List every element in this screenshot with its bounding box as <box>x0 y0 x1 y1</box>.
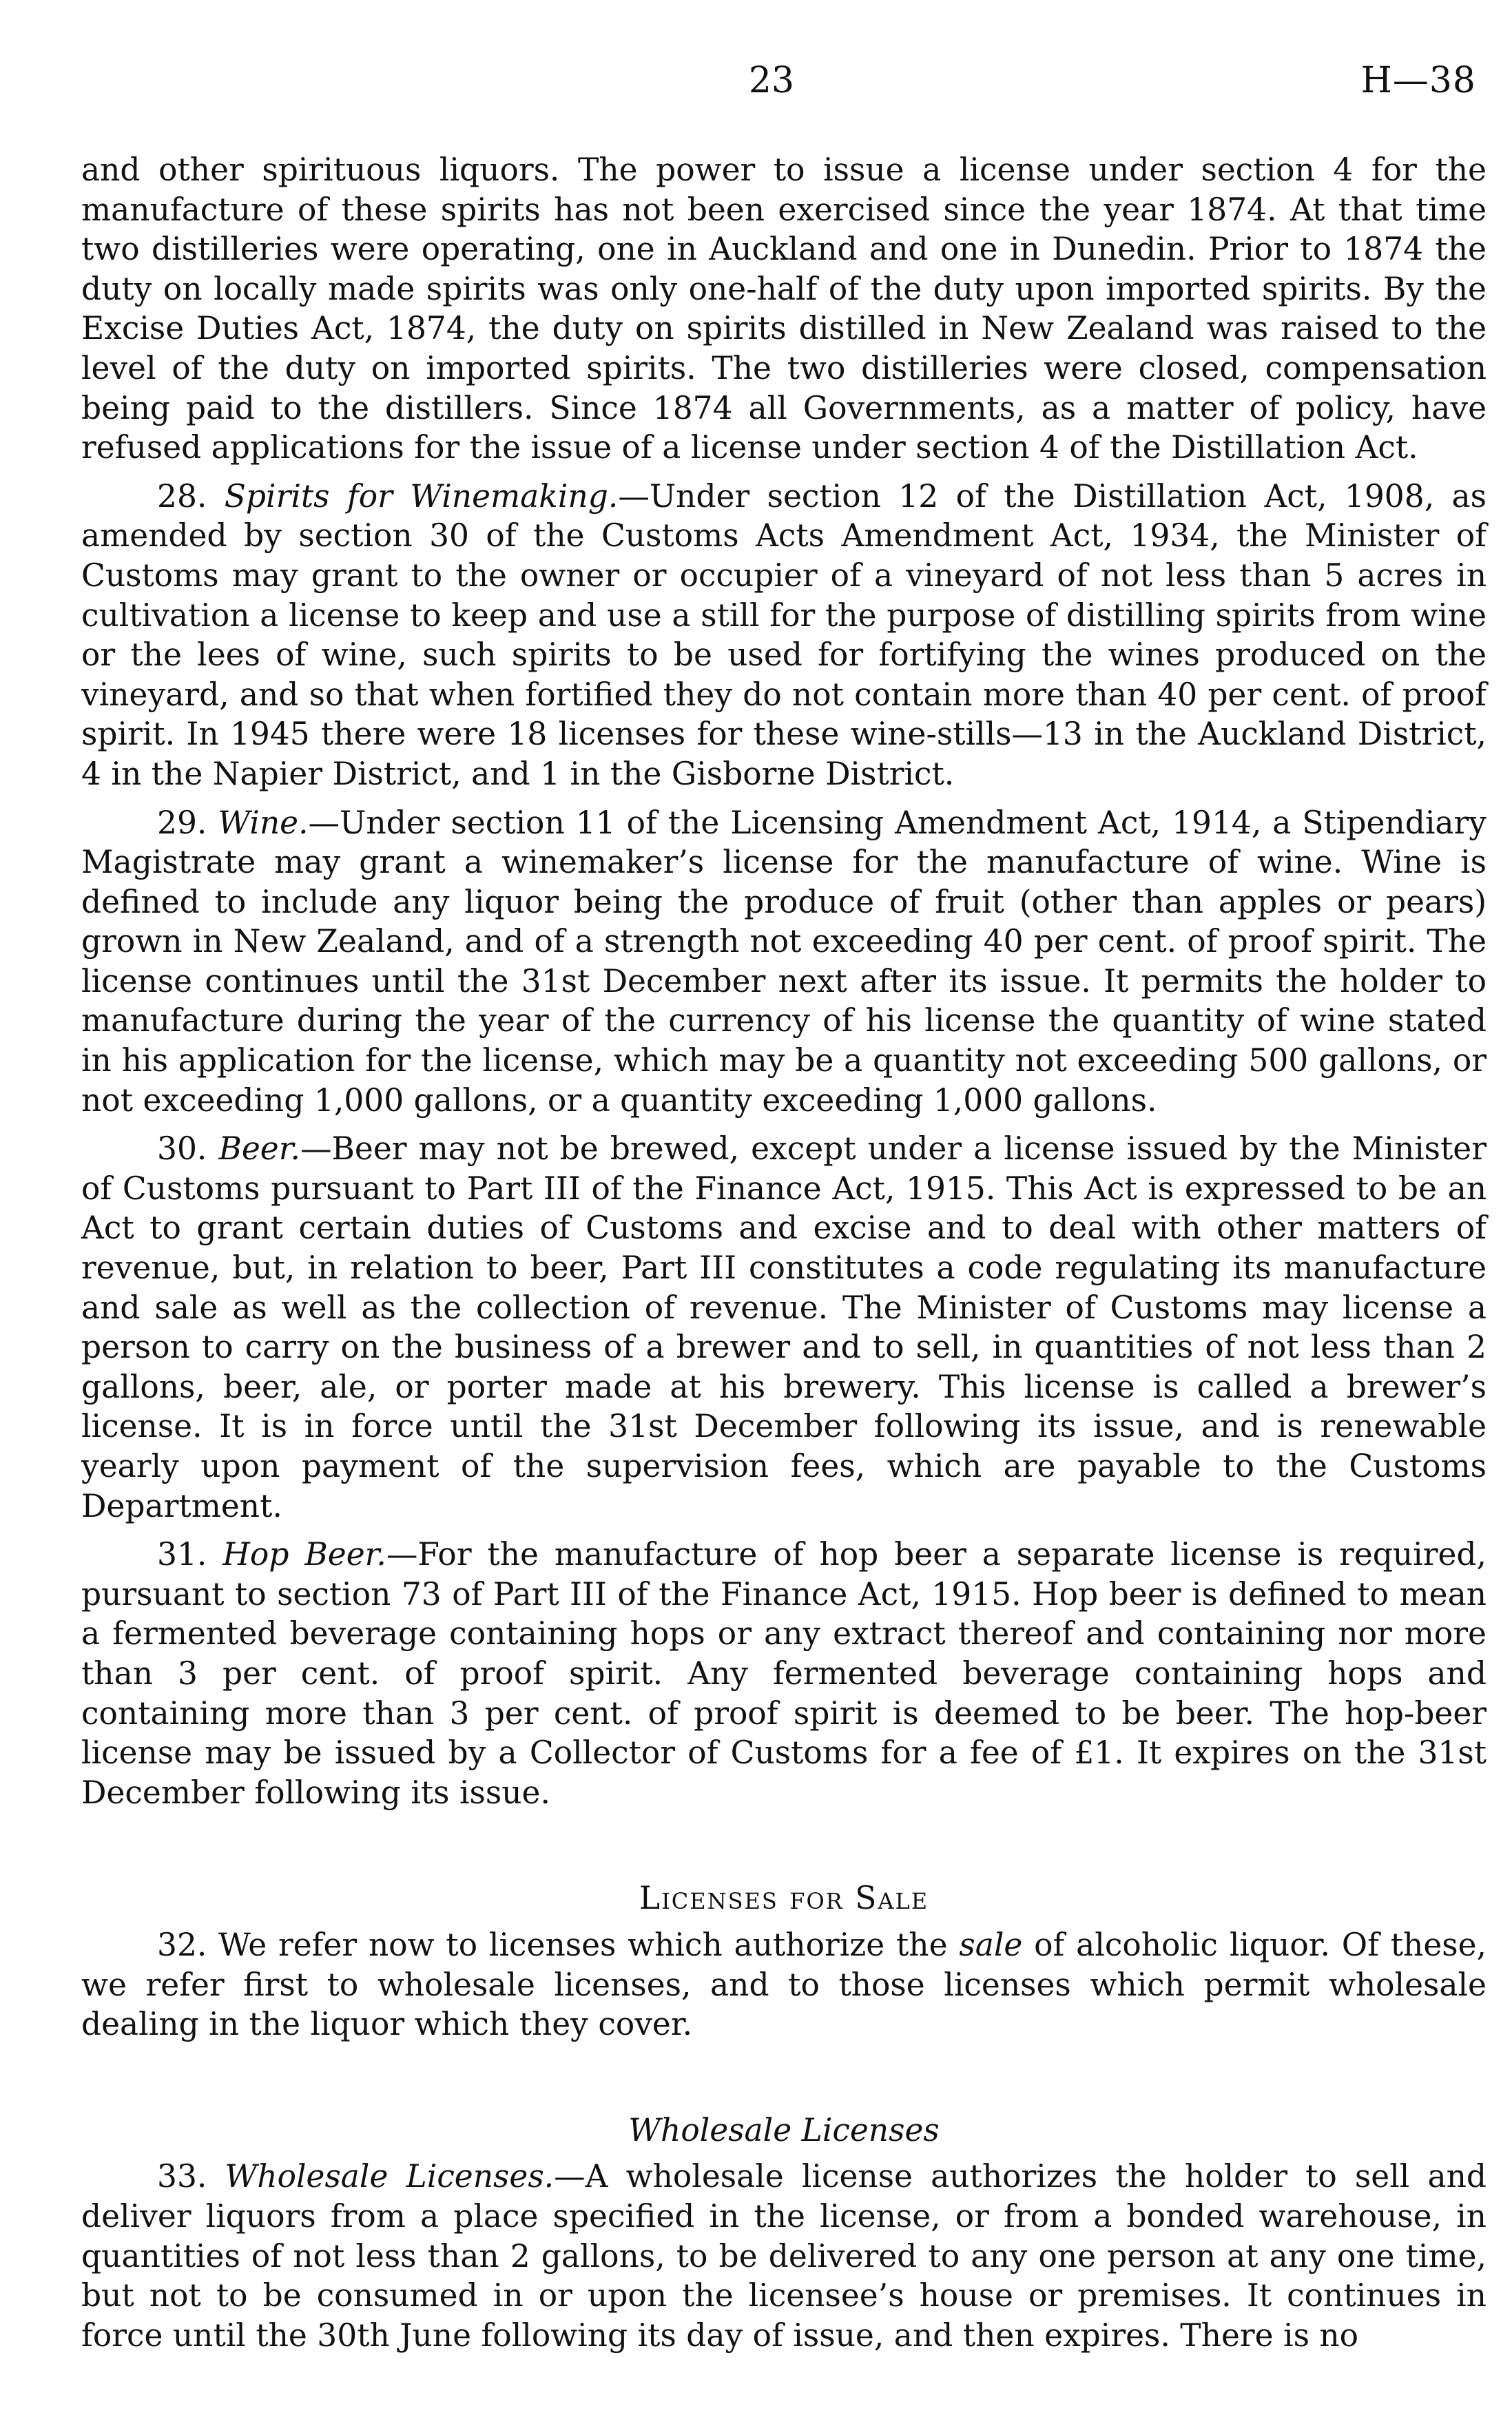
paragraph-27-continued: and other spirituous liquors. The power to issue a license under section 4 for the manufacture of these spirits has not been exercised since the year 1874. At that time two distilleries were operating, one in Auckland and one in Dunedin. Prior to 1874 the duty on locally made spirits was only one-half of the duty upon imported spirits. By the Excise Duties Act, 1874, the duty on spirits distilled in New Zealand was raised to the level of the duty on imported spirits. The two distilleries were closed, compensation being paid to the distillers. Since 1874 all Governments, as a matter of policy, have refused applications for the issue of a license under section 4 of the Distillation Act. <box>81 152 1487 466</box>
paragraph-text: —Beer may not be brewed, except under a license issued by the Minister of Customs pursuant to Part III of the Finance Act, 1915. This Act is expressed to be an Act to grant certain duties of Customs and excise and to deal with other matters of revenue, but, in relation to beer, Part III constitutes a code regulating its manufacture and sale as well as the collection of revenue. The Minister of Customs may license a person to carry on the business of a brewer and to sell, in quantities of not less than 2 gallons, beer, ale, or porter made at his brewery. This license is called a brewer’s license. It is in force until the 31st December following its issue, and is renewable yearly upon payment of the supervision fees, which are payable to the Customs Department. <box>81 1130 1487 1524</box>
paragraph-text: —For the manufacture of hop beer a separate license is required, pursuant to section 73 of Part III of the Finance Act, 1915. Hop beer is defined to mean a fermented beverage containing hops or any extract thereof and containing nor more than 3 per cent. of proof spirit. Any fermented beverage containing hops and containing more than 3 per cent. of proof spirit is deemed to be beer. The hop-beer license may be issued by a Collector of Customs for a fee of £1. It expires on the 31st December following its issue. <box>81 1536 1487 1811</box>
paragraph-title: Wholesale Licenses. <box>225 2158 555 2195</box>
section-heading-licenses-for-sale: Licenses for Sale <box>639 1880 929 1917</box>
paragraph-text-after: of alcoholic liquor. Of these, we refer first to wholesale licenses, and to those licenses which permit wholesale dealing in the liquor which they cover. <box>81 1926 1487 2043</box>
paragraph-text: —A wholesale license authorizes the holder to sell and deliver liquors from a place specified in the license, or from a bonded warehouse, in quantities of not less than 2 gallons, to be delivered to any one person at any one time, but not to be consumed in or upon the licensee’s house or premises. It continues in force until the 30th June following its day of issue, and then expires. There is no <box>81 2158 1487 2354</box>
document-reference: H—38 <box>1360 60 1476 101</box>
paragraph-30 <box>81 1129 1487 1526</box>
paragraph-text: —Under section 12 of the Distillation Act, 1908, as amended by section 30 of the Customs Acts Amendment Act, 1934, the Minister of Customs may grant to the owner or occupier of a vineyard of not less than 5 acres in cultivation a license to keep and use a still for the purpose of distilling spirits from wine or the lees of wine, such spirits to be used for fortifying the wines produced on the vineyard, and so that when fortified they do not contain more than 40 per cent. of proof spirit. In 1945 there were 18 licenses for these wine-stills—13 in the Auckland District, 4 in the Napier District, and 1 in the Gisborne District. <box>81 477 1487 792</box>
body-text <box>81 150 1487 2364</box>
paragraph-number: 33. <box>157 2158 225 2195</box>
paragraph-33 <box>81 2157 1487 2355</box>
paragraph-number: 29. <box>157 804 218 841</box>
paragraph-32 <box>81 1925 1487 2044</box>
paragraph-title: Spirits for Winemaking. <box>224 477 619 515</box>
paragraph-29 <box>81 803 1487 1121</box>
paragraph-text-before: 32. We refer now to licenses which authorize the <box>157 1926 960 1963</box>
page-header <box>0 56 1512 105</box>
paragraph-number: 28. <box>157 477 225 515</box>
paragraph-31 <box>81 1535 1487 1812</box>
paragraph-text: —Under section 11 of the Licensing Amendment Act, 1914, a Stipendiary Magistrate may grant a winemaker’s license for the manufacture of wine. Wine is defined to include any liquor being the produce of fruit (other than apples or pears) grown in New Zealand, and of a strength not exceeding 40 per cent. of proof spirit. The license continues until the 31st December next after its issue. It permits the holder to manufacture during the year of the currency of his license the quantity of wine stated in his application for the license, which may be a quantity not exceeding 500 gallons, or not exceeding 1,000 gallons, or a quantity exceeding 1,000 gallons. <box>81 804 1487 1119</box>
emphasis-sale: sale <box>959 1926 1023 1963</box>
section-heading-wholesale-licenses: Wholesale Licenses <box>628 2111 940 2148</box>
paragraph-number: 30. <box>157 1130 219 1168</box>
paragraph-title: Beer. <box>218 1130 300 1168</box>
page-number: 23 <box>748 60 795 101</box>
paragraph-28 <box>81 477 1487 794</box>
paragraph-title: Wine. <box>218 804 309 841</box>
paragraph-number: 31. <box>157 1536 223 1573</box>
paragraph-title: Hop Beer. <box>222 1536 386 1573</box>
